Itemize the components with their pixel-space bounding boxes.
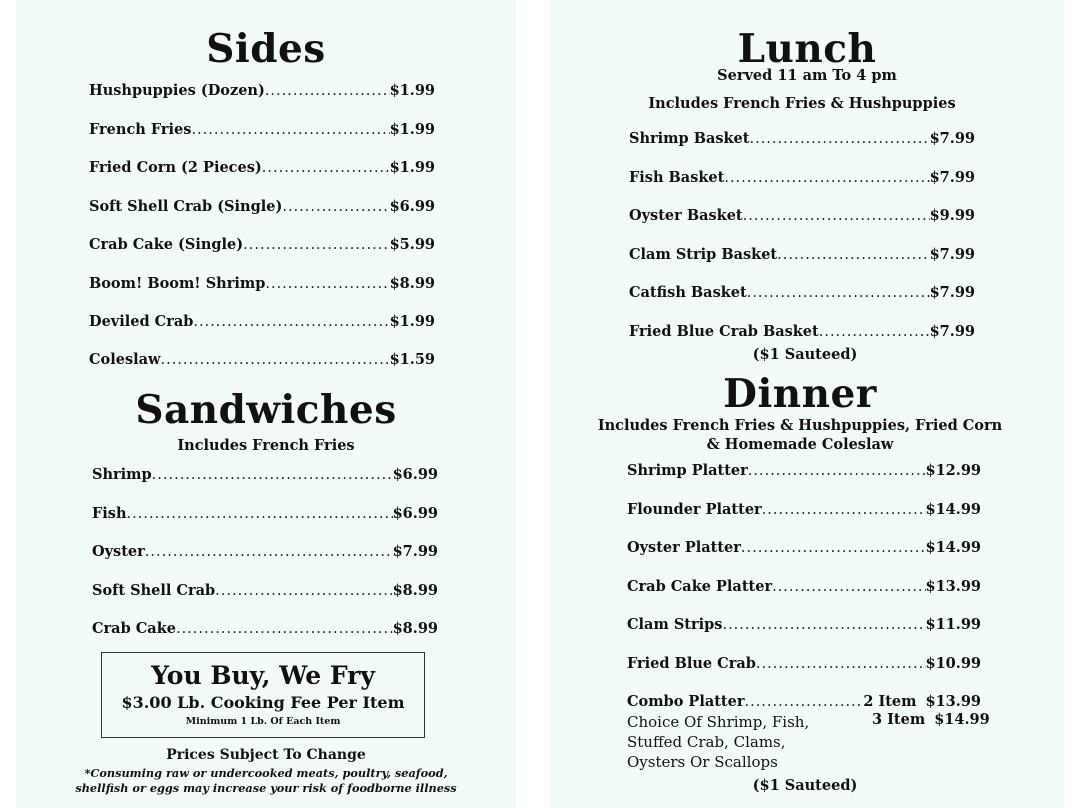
menu-item bbox=[89, 275, 435, 292]
item-price: $6.99 bbox=[389, 198, 435, 215]
dinner-sauteed-note: ($1 Sauteed) bbox=[752, 777, 858, 794]
menu-item bbox=[89, 313, 435, 330]
item-price: $8.99 bbox=[392, 620, 438, 637]
menu-item bbox=[629, 169, 975, 186]
combo-3-item-price: $14.99 bbox=[934, 711, 990, 728]
prices-note: Prices Subject To Change bbox=[166, 747, 366, 763]
sandwiches-subtitle: Includes French Fries bbox=[177, 437, 355, 454]
combo-3-item-label: 3 Item bbox=[872, 711, 926, 728]
combo-description-line: Stuffed Crab, Clams, bbox=[627, 733, 786, 751]
leader-dots bbox=[819, 324, 930, 340]
leader-dots bbox=[724, 170, 929, 186]
item-name: Catfish Basket bbox=[629, 284, 747, 301]
sandwiches-heading: Sandwiches bbox=[135, 387, 397, 433]
item-name: Crab Cake (Single) bbox=[89, 236, 244, 253]
item-name: Oyster Platter bbox=[627, 539, 741, 556]
item-price: $1.59 bbox=[389, 351, 435, 368]
menu-item bbox=[627, 578, 981, 595]
menu-item bbox=[629, 323, 975, 340]
item-price: $1.99 bbox=[389, 313, 435, 330]
leader-dots bbox=[282, 199, 389, 215]
you-buy-we-fry-box bbox=[101, 652, 425, 738]
item-price: $11.99 bbox=[925, 616, 981, 633]
leader-dots bbox=[152, 467, 393, 483]
item-name: Shrimp bbox=[92, 466, 152, 483]
fry-box-title: You Buy, We Fry bbox=[151, 661, 375, 690]
item-name: Fried Blue Crab Basket bbox=[629, 323, 819, 340]
item-name: Crab Cake bbox=[92, 620, 176, 637]
combo-description-line: Oysters Or Scallops bbox=[627, 753, 778, 771]
item-price: $6.99 bbox=[392, 505, 438, 522]
dinner-includes-line: & Homemade Coleslaw bbox=[706, 436, 894, 453]
item-name: Clam Strip Basket bbox=[629, 246, 778, 263]
item-price: $8.99 bbox=[389, 275, 435, 292]
item-price: $13.99 bbox=[925, 578, 981, 595]
menu-item bbox=[92, 582, 438, 599]
item-name: Boom! Boom! Shrimp bbox=[89, 275, 266, 292]
menu-item bbox=[89, 121, 435, 138]
leader-dots bbox=[744, 694, 863, 710]
item-price: $10.99 bbox=[925, 655, 981, 672]
item-name: Oyster Basket bbox=[629, 207, 743, 224]
leader-dots bbox=[748, 463, 926, 479]
lunch-heading: Lunch bbox=[737, 26, 877, 72]
item-price: $7.99 bbox=[929, 323, 975, 340]
dinner-includes bbox=[550, 416, 1050, 454]
leader-dots bbox=[749, 131, 929, 147]
item-name: Fried Blue Crab bbox=[627, 655, 756, 672]
leader-dots bbox=[747, 285, 930, 301]
leader-dots bbox=[762, 502, 926, 518]
menu-item bbox=[627, 539, 981, 556]
leader-dots bbox=[743, 208, 930, 224]
item-price: $7.99 bbox=[929, 169, 975, 186]
menu-item bbox=[92, 620, 438, 637]
leader-dots bbox=[145, 544, 393, 560]
leader-dots bbox=[243, 237, 389, 253]
leader-dots bbox=[127, 506, 393, 522]
fry-box-minimum: Minimum 1 Lb. Of Each Item bbox=[185, 716, 341, 727]
leader-dots bbox=[741, 540, 926, 556]
combo-description-line: Choice Of Shrimp, Fish, bbox=[627, 713, 810, 731]
leader-dots bbox=[722, 617, 925, 633]
item-price: $8.99 bbox=[392, 582, 438, 599]
menu-item bbox=[629, 284, 975, 301]
leader-dots bbox=[772, 579, 925, 595]
menu-item bbox=[92, 505, 438, 522]
combo-2-item-label: 2 Item bbox=[863, 693, 917, 710]
menu-item bbox=[627, 501, 981, 518]
item-name: Shrimp Platter bbox=[627, 462, 748, 479]
menu-item bbox=[89, 236, 435, 253]
leader-dots bbox=[191, 122, 389, 138]
leader-dots bbox=[265, 83, 390, 99]
item-price: $14.99 bbox=[925, 539, 981, 556]
lunch-includes: Includes French Fries & Hushpuppies bbox=[648, 95, 956, 112]
combo-platter-row bbox=[627, 693, 981, 710]
item-name: Oyster bbox=[92, 543, 145, 560]
fry-box-fee: $3.00 Lb. Cooking Fee Per Item bbox=[121, 693, 405, 712]
leader-dots bbox=[176, 621, 393, 637]
menu-item bbox=[627, 462, 981, 479]
warning-line: *Consuming raw or undercooked meats, poultry, seafood, bbox=[84, 766, 448, 780]
item-price: $6.99 bbox=[392, 466, 438, 483]
menu-item bbox=[629, 130, 975, 147]
item-name: Flounder Platter bbox=[627, 501, 762, 518]
item-name: Coleslaw bbox=[89, 351, 161, 368]
menu-item bbox=[627, 616, 981, 633]
combo-3-item-row bbox=[872, 711, 990, 728]
menu-item bbox=[92, 466, 438, 483]
item-price: $7.99 bbox=[929, 284, 975, 301]
item-price: $9.99 bbox=[929, 207, 975, 224]
item-price: $1.99 bbox=[389, 82, 435, 99]
menu-item bbox=[89, 198, 435, 215]
item-name: Soft Shell Crab bbox=[92, 582, 216, 599]
item-name: Shrimp Basket bbox=[629, 130, 750, 147]
item-price: $5.99 bbox=[389, 236, 435, 253]
combo-2-item-price: $13.99 bbox=[925, 693, 981, 710]
item-name: Fish Basket bbox=[629, 169, 725, 186]
lunch-served-hours: Served 11 am To 4 pm bbox=[717, 67, 897, 84]
lunch-sauteed-note: ($1 Sauteed) bbox=[752, 346, 858, 363]
leader-dots bbox=[215, 583, 392, 599]
food-safety-warning bbox=[16, 766, 516, 795]
menu-item bbox=[629, 246, 975, 263]
item-name: Fried Corn (2 Pieces) bbox=[89, 159, 262, 176]
menu-item bbox=[92, 543, 438, 560]
leader-dots bbox=[265, 276, 389, 292]
leader-dots bbox=[193, 314, 389, 330]
item-name: Crab Cake Platter bbox=[627, 578, 773, 595]
warning-line: shellfish or eggs may increase your risk of foodborne illness bbox=[75, 780, 457, 795]
menu-item bbox=[89, 351, 435, 368]
item-name: Deviled Crab bbox=[89, 313, 194, 330]
sides-heading: Sides bbox=[206, 26, 326, 72]
combo-description bbox=[627, 712, 857, 772]
leader-dots bbox=[161, 352, 390, 368]
menu-item bbox=[89, 82, 435, 99]
menu-item bbox=[89, 159, 435, 176]
item-price: $14.99 bbox=[925, 501, 981, 518]
item-price: $7.99 bbox=[929, 246, 975, 263]
menu-item bbox=[627, 655, 981, 672]
item-name: Clam Strips bbox=[627, 616, 723, 633]
item-name: Fish bbox=[92, 505, 127, 522]
item-name: French Fries bbox=[89, 121, 192, 138]
dinner-includes-line: Includes French Fries & Hushpuppies, Fried Corn bbox=[597, 417, 1003, 434]
item-price: $1.99 bbox=[389, 121, 435, 138]
leader-dots bbox=[756, 656, 926, 672]
item-price: $7.99 bbox=[929, 130, 975, 147]
item-price: $12.99 bbox=[925, 462, 981, 479]
item-name: Hushpuppies (Dozen) bbox=[89, 82, 265, 99]
item-price: $7.99 bbox=[392, 543, 438, 560]
menu-item bbox=[629, 207, 975, 224]
dinner-heading: Dinner bbox=[723, 371, 877, 417]
item-price: $1.99 bbox=[389, 159, 435, 176]
item-name: Soft Shell Crab (Single) bbox=[89, 198, 283, 215]
leader-dots bbox=[777, 247, 929, 263]
item-name: Combo Platter bbox=[627, 693, 745, 710]
leader-dots bbox=[262, 160, 390, 176]
